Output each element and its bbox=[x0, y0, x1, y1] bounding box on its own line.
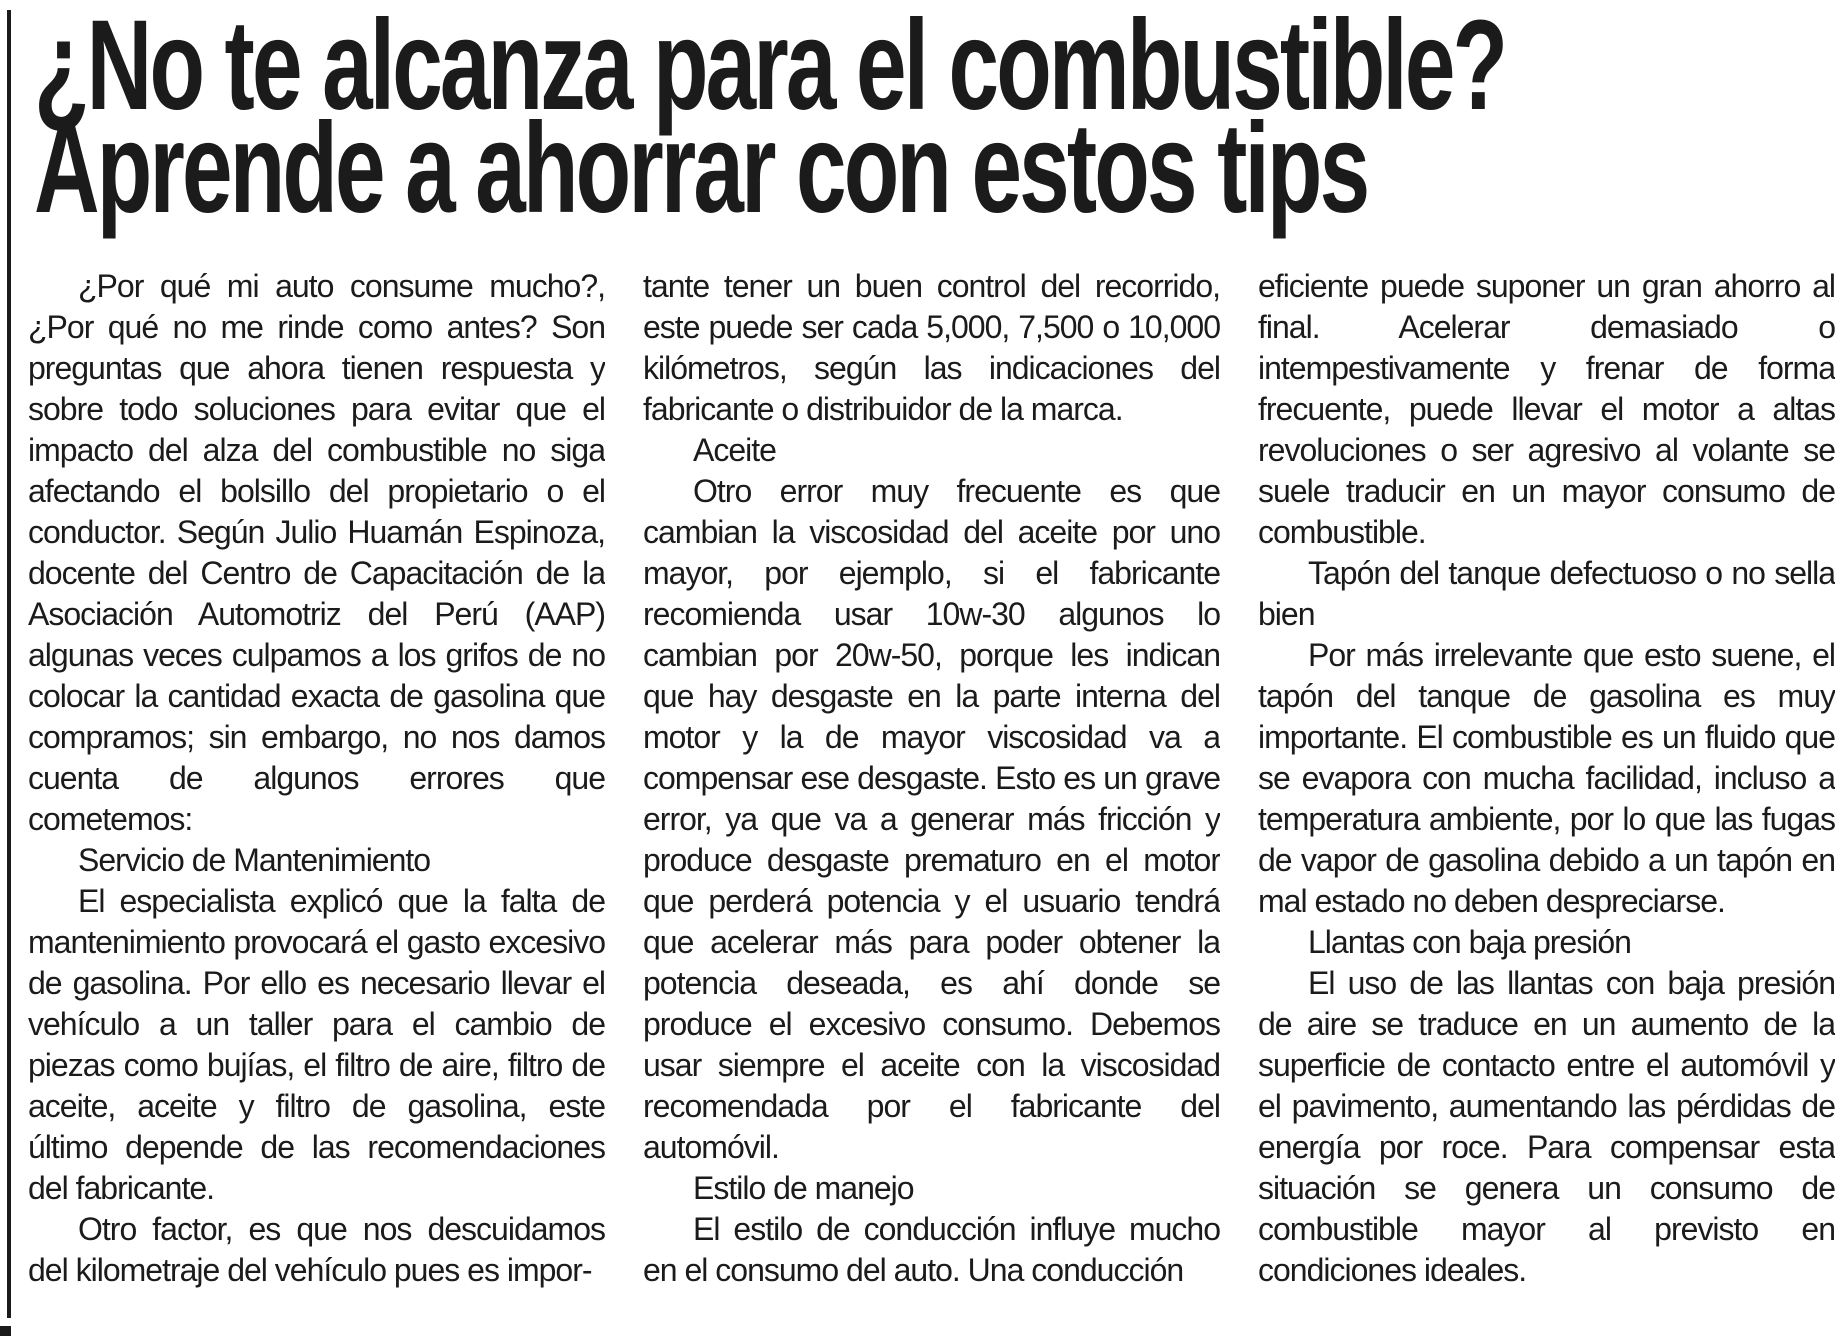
article-column-3 bbox=[1258, 266, 1835, 1332]
section-heading-aceite: Aceite bbox=[693, 432, 776, 468]
bottom-left-corner-mark bbox=[0, 1326, 11, 1336]
paragraph-estilo-de-manejo: El estilo de conducción influye mucho en el consumo del auto. Una conducción bbox=[643, 1211, 1220, 1288]
headline-line-2: Aprende a ahorrar con estos tips bbox=[34, 97, 1368, 240]
paragraph-llantas-baja-presion: El uso de las llantas con baja presión de aire se traduce en un aumento de la superficie de contacto entre el automóvil y el pavimento, aumentando las pérdidas de energía por roce. Para compensar esta situación se genera un consumo de combustible mayor al previsto en condiciones ideales. bbox=[1258, 965, 1835, 1288]
paragraph-intro: ¿Por qué mi auto consume mucho?, ¿Por qué no me rinde como antes? Son preguntas que ahora tienen respuesta y sobre todo soluciones para evitar que el impacto del alza del combustible no siga afectando el bolsillo del propietario o el conductor. Según Julio Huamán Espinoza, docente del Centro de Capacitación de la Asociación Automotriz del Perú (AAP) algunas veces culpamos a los grifos de no colocar la cantidad exacta de gasolina que compramos; sin embargo, no nos damos cuenta de algunos errores que cometemos: bbox=[28, 268, 605, 837]
headline-line-1: ¿No te alcanza para el combustible? bbox=[34, 0, 1506, 137]
headline bbox=[34, 0, 1823, 240]
article-headline bbox=[0, 0, 1843, 240]
paragraph-kilometraje-continuacion: tante tener un buen control del recorrido, este puede ser cada 5,000, 7,500 o 10,000 kilómetros, según las indicaciones del fabricante o distribuidor de la marca. bbox=[643, 268, 1220, 427]
article-column-1 bbox=[28, 266, 605, 1332]
paragraph-tapon-del-tanque: Por más irrelevante que esto suene, el tapón del tanque de gasolina es muy importante. El combustible es un fluido que se evapora con mucha facilidad, incluso a temperatura ambiente, por lo que las fugas de vapor de gasolina debido a un tapón en mal estado no deben despreciarse. bbox=[1258, 637, 1835, 919]
article-body bbox=[0, 266, 1843, 1332]
paragraph-aceite: Otro error muy frecuente es que cambian la viscosidad del aceite por uno mayor, por ejemplo, si el fabricante recomienda usar 10w-30 algunos lo cambian por 20w-50, porque les indican que hay desgaste en la parte interna del motor y la de mayor viscosidad va a compensar ese desgaste. Esto es un grave error, ya que va a generar más fricción y produce desgaste prematuro en el motor que perderá potencia y el usuario tendrá que acelerar más para poder obtener la potencia deseada, es ahí donde se produce el excesivo consumo. Debemos usar siempre el aceite con la viscosidad recomendada por el fabricante del automóvil. bbox=[643, 473, 1220, 1165]
paragraph-mantenimiento: El especialista explicó que la falta de mantenimiento provocará el gasto excesivo de gasolina. Por ello es necesario llevar el vehículo a un taller para el cambio de piezas como bujías, el filtro de aire, filtro de aceite, aceite y filtro de gasolina, este último depende de las recomendaciones del fabricante. bbox=[28, 883, 605, 1206]
section-heading-estilo-de-manejo: Estilo de manejo bbox=[693, 1170, 914, 1206]
section-heading-servicio-mantenimiento: Servicio de Mantenimiento bbox=[78, 842, 431, 878]
left-edge-rule bbox=[7, 10, 11, 1318]
article-column-2 bbox=[643, 266, 1220, 1332]
paragraph-kilometraje: Otro factor, es que nos descuidamos del kilometraje del vehículo pues es impor- bbox=[28, 1211, 605, 1288]
section-heading-llantas-baja-presion: Llantas con baja presión bbox=[1308, 924, 1631, 960]
section-heading-tapon-del-tanque: Tapón del tanque defectuoso o no sella bien bbox=[1258, 555, 1835, 632]
paragraph-estilo-continuacion: eficiente puede suponer un gran ahorro al final. Acelerar demasiado o intempestivamente y frenar de forma frecuente, puede llevar el motor a altas revoluciones o ser agresivo al volante se suele traducir en un mayor consumo de combustible. bbox=[1258, 268, 1835, 550]
